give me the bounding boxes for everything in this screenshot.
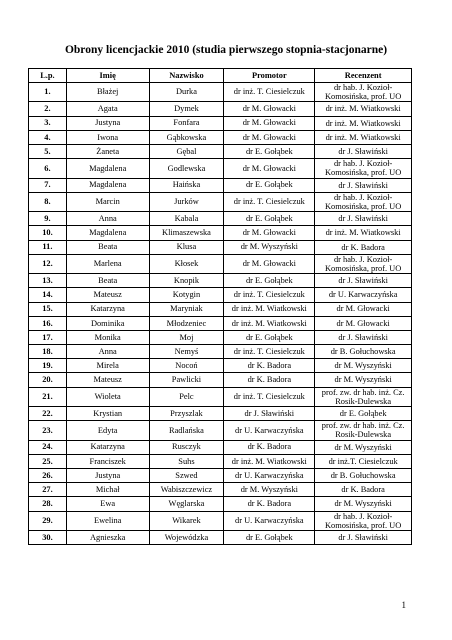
cell-lp: 9. — [29, 212, 67, 226]
cell-reviewer: dr J. Sławiński — [315, 530, 412, 544]
table-row — [29, 454, 412, 468]
cell-first-name: Mateusz — [66, 288, 149, 302]
cell-supervisor: dr K. Badora — [224, 440, 315, 454]
cell-supervisor: dr K. Badora — [224, 497, 315, 511]
cell-supervisor: dr E. Gołąbek — [224, 330, 315, 344]
table-row — [29, 483, 412, 497]
cell-last-name: Radlańska — [149, 421, 224, 440]
cell-first-name: Marcin — [66, 192, 149, 211]
cell-last-name: Durka — [149, 83, 224, 102]
cell-last-name: Pawlicki — [149, 373, 224, 387]
cell-lp: 11. — [29, 240, 67, 254]
cell-lp: 7. — [29, 178, 67, 192]
cell-supervisor: dr inż. M. Wiatkowski — [224, 454, 315, 468]
column-header-reviewer: Recenzent — [315, 69, 412, 83]
cell-reviewer: dr hab. J. Kozioł-Komosińska, prof. UO — [315, 511, 412, 530]
cell-first-name: Michał — [66, 483, 149, 497]
cell-supervisor: dr inż. T. Ciesielczuk — [224, 192, 315, 211]
table-row — [29, 440, 412, 454]
cell-reviewer: dr B. Gołuchowska — [315, 345, 412, 359]
cell-last-name: Kabala — [149, 212, 224, 226]
cell-last-name: Moj — [149, 330, 224, 344]
cell-first-name: Agnieszka — [66, 530, 149, 544]
cell-lp: 14. — [29, 288, 67, 302]
cell-last-name: Gębal — [149, 144, 224, 158]
cell-reviewer: dr K. Badora — [315, 483, 412, 497]
cell-supervisor: dr M. Głowacki — [224, 226, 315, 240]
table-row — [29, 469, 412, 483]
cell-lp: 13. — [29, 274, 67, 288]
cell-supervisor: dr E. Gołąbek — [224, 178, 315, 192]
table-row — [29, 302, 412, 316]
cell-reviewer: dr inż. M. Wiatkowski — [315, 130, 412, 144]
column-header-lp: L.p. — [29, 69, 67, 83]
cell-reviewer: dr K. Badora — [315, 240, 412, 254]
column-header-supervisor: Promotor — [224, 69, 315, 83]
cell-first-name: Justyna — [66, 116, 149, 130]
cell-lp: 12. — [29, 254, 67, 273]
cell-lp: 20. — [29, 373, 67, 387]
cell-supervisor: dr inż. M. Wiatkowski — [224, 316, 315, 330]
table-row — [29, 144, 412, 158]
table-row — [29, 407, 412, 421]
table-row — [29, 240, 412, 254]
cell-supervisor: dr K. Badora — [224, 359, 315, 373]
cell-first-name: Krystian — [66, 407, 149, 421]
cell-last-name: Nemyś — [149, 345, 224, 359]
cell-lp: 10. — [29, 226, 67, 240]
cell-first-name: Agata — [66, 102, 149, 116]
cell-lp: 8. — [29, 192, 67, 211]
cell-supervisor: dr E. Gołąbek — [224, 212, 315, 226]
cell-lp: 25. — [29, 454, 67, 468]
cell-first-name: Mirela — [66, 359, 149, 373]
cell-reviewer: dr B. Gołuchowska — [315, 469, 412, 483]
table-row — [29, 212, 412, 226]
table-row — [29, 102, 412, 116]
cell-last-name: Gąbkowska — [149, 130, 224, 144]
cell-reviewer: dr inż. M. Wiatkowski — [315, 116, 412, 130]
table-row — [29, 316, 412, 330]
cell-lp: 30. — [29, 530, 67, 544]
cell-last-name: Kłosek — [149, 254, 224, 273]
cell-supervisor: dr inż. T. Ciesielczuk — [224, 288, 315, 302]
cell-lp: 16. — [29, 316, 67, 330]
cell-first-name: Błażej — [66, 83, 149, 102]
cell-supervisor: dr M. Wyszyński — [224, 483, 315, 497]
cell-last-name: Pelc — [149, 387, 224, 406]
cell-lp: 24. — [29, 440, 67, 454]
table-row — [29, 192, 412, 211]
cell-first-name: Katarzyna — [66, 440, 149, 454]
cell-last-name: Dymek — [149, 102, 224, 116]
cell-supervisor: dr M. Głowacki — [224, 254, 315, 273]
table-row — [29, 359, 412, 373]
cell-last-name: Suhs — [149, 454, 224, 468]
cell-reviewer: dr inż. M. Wiatkowski — [315, 102, 412, 116]
cell-first-name: Iwona — [66, 130, 149, 144]
cell-reviewer: dr inż.T. Ciesielczuk — [315, 454, 412, 468]
cell-lp: 23. — [29, 421, 67, 440]
cell-first-name: Mateusz — [66, 373, 149, 387]
table-row — [29, 530, 412, 544]
cell-first-name: Katarzyna — [66, 302, 149, 316]
table-row — [29, 511, 412, 530]
cell-last-name: Maryniak — [149, 302, 224, 316]
table-row — [29, 159, 412, 178]
cell-first-name: Anna — [66, 212, 149, 226]
cell-last-name: Wojewódzka — [149, 530, 224, 544]
cell-supervisor: dr U. Karwaczyńska — [224, 511, 315, 530]
cell-supervisor: dr M. Wyszyński — [224, 240, 315, 254]
cell-first-name: Beata — [66, 240, 149, 254]
cell-reviewer: dr M. Wyszyński — [315, 440, 412, 454]
cell-last-name: Klusa — [149, 240, 224, 254]
cell-last-name: Szwed — [149, 469, 224, 483]
cell-first-name: Justyna — [66, 469, 149, 483]
column-header-first-name: Imię — [66, 69, 149, 83]
cell-reviewer: dr U. Karwaczyńska — [315, 288, 412, 302]
cell-first-name: Ewelina — [66, 511, 149, 530]
cell-lp: 28. — [29, 497, 67, 511]
table-row — [29, 178, 412, 192]
cell-reviewer: prof. zw. dr hab. inż. Cz. Rosik-Dulewska — [315, 387, 412, 406]
cell-last-name: Węglarska — [149, 497, 224, 511]
cell-supervisor: dr M. Głowacki — [224, 159, 315, 178]
cell-last-name: Godlewska — [149, 159, 224, 178]
table-row — [29, 497, 412, 511]
cell-last-name: Knopik — [149, 274, 224, 288]
cell-reviewer: dr hab. J. Kozioł-Komosińska, prof. UO — [315, 159, 412, 178]
cell-last-name: Wabiszczewicz — [149, 483, 224, 497]
cell-supervisor: dr inż. T. Ciesielczuk — [224, 83, 315, 102]
page-number: 1 — [401, 600, 406, 610]
cell-reviewer: dr J. Sławiński — [315, 178, 412, 192]
cell-lp: 2. — [29, 102, 67, 116]
table-row — [29, 130, 412, 144]
cell-first-name: Magdalena — [66, 159, 149, 178]
cell-reviewer: dr J. Sławiński — [315, 330, 412, 344]
table-body — [29, 83, 412, 545]
cell-supervisor: dr E. Gołąbek — [224, 144, 315, 158]
cell-first-name: Magdalena — [66, 178, 149, 192]
cell-lp: 5. — [29, 144, 67, 158]
cell-reviewer: dr M. Głowacki — [315, 302, 412, 316]
cell-last-name: Rusczyk — [149, 440, 224, 454]
cell-reviewer: dr inż. M. Wiatkowski — [315, 226, 412, 240]
cell-last-name: Jurków — [149, 192, 224, 211]
cell-reviewer: dr J. Sławiński — [315, 144, 412, 158]
cell-last-name: Wikarek — [149, 511, 224, 530]
cell-supervisor: dr inż. T. Ciesielczuk — [224, 387, 315, 406]
cell-lp: 27. — [29, 483, 67, 497]
table-row — [29, 421, 412, 440]
cell-first-name: Edyta — [66, 421, 149, 440]
cell-first-name: Monika — [66, 330, 149, 344]
cell-lp: 1. — [29, 83, 67, 102]
cell-supervisor: dr inż. M. Wiatkowski — [224, 302, 315, 316]
column-header-last-name: Nazwisko — [149, 69, 224, 83]
table-row — [29, 330, 412, 344]
cell-supervisor: dr U. Karwaczyńska — [224, 421, 315, 440]
cell-supervisor: dr M. Głowacki — [224, 102, 315, 116]
cell-first-name: Dominika — [66, 316, 149, 330]
cell-first-name: Ewa — [66, 497, 149, 511]
cell-reviewer: dr M. Wyszyński — [315, 373, 412, 387]
table-row — [29, 254, 412, 273]
cell-first-name: Marlena — [66, 254, 149, 273]
cell-reviewer: dr J. Sławiński — [315, 274, 412, 288]
cell-lp: 17. — [29, 330, 67, 344]
table-row — [29, 226, 412, 240]
table-row — [29, 116, 412, 130]
cell-first-name: Żaneta — [66, 144, 149, 158]
cell-lp: 6. — [29, 159, 67, 178]
cell-reviewer: dr hab. J. Kozioł-Komosińska, prof. UO — [315, 83, 412, 102]
cell-lp: 22. — [29, 407, 67, 421]
table-row — [29, 288, 412, 302]
table-row — [29, 83, 412, 102]
cell-last-name: Haińska — [149, 178, 224, 192]
cell-lp: 15. — [29, 302, 67, 316]
cell-reviewer: dr E. Gołąbek — [315, 407, 412, 421]
cell-first-name: Beata — [66, 274, 149, 288]
cell-supervisor: dr U. Karwaczyńska — [224, 469, 315, 483]
cell-reviewer: prof. zw. dr hab. inż. Cz. Rosik-Dulewska — [315, 421, 412, 440]
cell-supervisor: dr inż. T. Ciesielczuk — [224, 345, 315, 359]
cell-supervisor: dr J. Sławiński — [224, 407, 315, 421]
cell-supervisor: dr K. Badora — [224, 373, 315, 387]
table-row — [29, 373, 412, 387]
thesis-defense-table — [28, 68, 412, 545]
cell-last-name: Młodzeniec — [149, 316, 224, 330]
cell-last-name: Przyszlak — [149, 407, 224, 421]
cell-supervisor: dr M. Głowacki — [224, 130, 315, 144]
cell-lp: 26. — [29, 469, 67, 483]
cell-lp: 29. — [29, 511, 67, 530]
cell-first-name: Wioleta — [66, 387, 149, 406]
cell-last-name: Fonfara — [149, 116, 224, 130]
cell-supervisor: dr M. Głowacki — [224, 116, 315, 130]
table-header-row — [29, 69, 412, 83]
cell-first-name: Magdalena — [66, 226, 149, 240]
cell-lp: 18. — [29, 345, 67, 359]
cell-reviewer: dr hab. J. Kozioł-Komosińska, prof. UO — [315, 254, 412, 273]
cell-lp: 3. — [29, 116, 67, 130]
page-title: Obrony licencjackie 2010 (studia pierwszego stopnia-stacjonarne) — [64, 44, 388, 56]
cell-supervisor: dr E. Gołąbek — [224, 530, 315, 544]
cell-lp: 21. — [29, 387, 67, 406]
cell-first-name: Anna — [66, 345, 149, 359]
cell-reviewer: dr M. Wyszyński — [315, 359, 412, 373]
cell-supervisor: dr E. Gołąbek — [224, 274, 315, 288]
cell-reviewer: dr M. Wyszyński — [315, 497, 412, 511]
cell-reviewer: dr hab. J. Kozioł-Komosińska, prof. UO — [315, 192, 412, 211]
cell-lp: 4. — [29, 130, 67, 144]
cell-reviewer: dr J. Sławiński — [315, 212, 412, 226]
table-row — [29, 274, 412, 288]
table-row — [29, 387, 412, 406]
table-row — [29, 345, 412, 359]
cell-first-name: Franciszek — [66, 454, 149, 468]
cell-reviewer: dr M. Głowacki — [315, 316, 412, 330]
cell-last-name: Nocoń — [149, 359, 224, 373]
cell-lp: 19. — [29, 359, 67, 373]
cell-last-name: Klimaszewska — [149, 226, 224, 240]
cell-last-name: Kotygin — [149, 288, 224, 302]
